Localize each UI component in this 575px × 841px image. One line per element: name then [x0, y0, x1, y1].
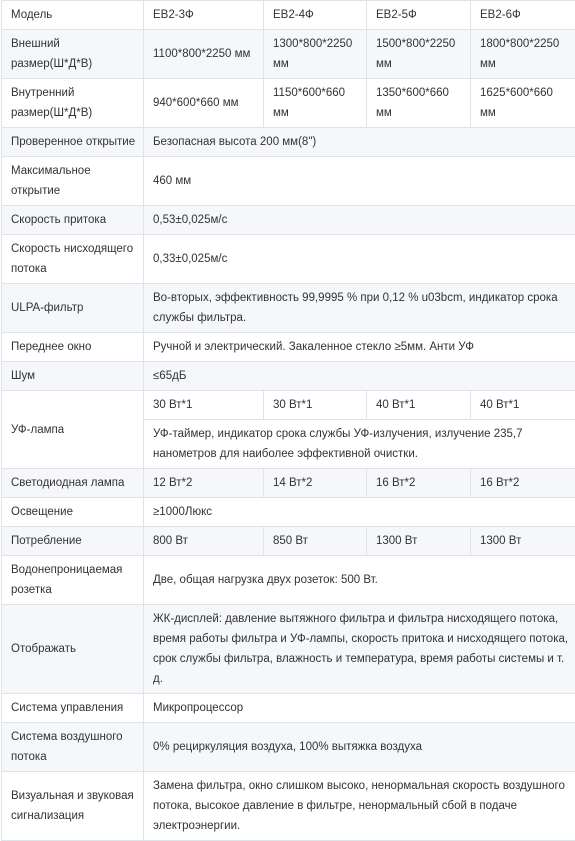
row-max-opening — [2, 157, 575, 206]
led-lamp-cell: 14 Вт*2 — [264, 469, 367, 498]
row-airflow-system — [2, 723, 575, 772]
consumption-cell: 1300 Вт — [471, 527, 575, 556]
uv-lamp-cell: 30 Вт*1 — [144, 391, 264, 420]
model-cell: EB2-4Ф — [264, 1, 367, 30]
row-noise — [2, 362, 575, 391]
internal-size-cell: 940*600*660 мм — [144, 79, 264, 128]
row-label: Отображать — [2, 605, 144, 694]
display-value: ЖК-дисплей: давление вытяжного фильтра и фильтра нисходящего потока, время работы фильтра и УФ-лампы, скорость притока и нисходящего потока, срок службы фильтра, влажность и температура, время работы системы и т. д. — [144, 605, 575, 694]
row-label: Визуальная и звуковая сигнализация — [2, 772, 144, 841]
row-label: Водонепроницаемая розетка — [2, 556, 144, 605]
row-control-system — [2, 694, 575, 723]
row-consumption — [2, 527, 575, 556]
row-label: Внешний размер(Ш*Д*В) — [2, 30, 144, 79]
alarm-value: Замена фильтра, окно слишком высоко, ненормальная скорость воздушного потока, высокое давление в фильтре, ненормальный сбой в подаче электроэнергии. — [144, 772, 575, 841]
external-size-cell: 1800*800*2250 мм — [471, 30, 575, 79]
waterproof-socket-value: Две, общая нагрузка двух розеток: 500 Вт. — [144, 556, 575, 605]
row-led-lamp — [2, 469, 575, 498]
front-window-value: Ручной и электрический. Закаленное стекло ≥5мм. Анти УФ — [144, 333, 575, 362]
row-internal-size — [2, 79, 575, 128]
row-label: Скорость притока — [2, 206, 144, 235]
row-illumination — [2, 498, 575, 527]
row-label: Модель — [2, 1, 144, 30]
ulpa-filter-value: Во-вторых, эффективность 99,9995 % при 0,12 % u03bcm, индикатор срока службы фильтра. — [144, 284, 575, 333]
row-waterproof-socket — [2, 556, 575, 605]
external-size-cell: 1300*800*2250 мм — [264, 30, 367, 79]
internal-size-cell: 1150*600*660 мм — [264, 79, 367, 128]
row-label: Максимальное открытие — [2, 157, 144, 206]
row-downflow-speed — [2, 235, 575, 284]
model-cell: EB2-5Ф — [367, 1, 471, 30]
uv-lamp-cell: 40 Вт*1 — [367, 391, 471, 420]
inflow-speed-value: 0,53±0,025м/с — [144, 206, 575, 235]
max-opening-value: 460 мм — [144, 157, 575, 206]
row-model — [2, 1, 575, 30]
noise-value: ≤65дБ — [144, 362, 575, 391]
model-cell: EB2-3Ф — [144, 1, 264, 30]
external-size-cell: 1500*800*2250 мм — [367, 30, 471, 79]
row-uv-lamp — [2, 391, 575, 420]
row-label: Переднее окно — [2, 333, 144, 362]
row-label: Система воздушного потока — [2, 723, 144, 772]
led-lamp-cell: 16 Вт*2 — [471, 469, 575, 498]
row-label: Шум — [2, 362, 144, 391]
tested-opening-value: Безопасная высота 200 мм(8") — [144, 128, 575, 157]
external-size-cell: 1100*800*2250 мм — [144, 30, 264, 79]
consumption-cell: 800 Вт — [144, 527, 264, 556]
consumption-cell: 1300 Вт — [367, 527, 471, 556]
consumption-cell: 850 Вт — [264, 527, 367, 556]
row-label: УФ-лампа — [2, 391, 144, 469]
row-external-size — [2, 30, 575, 79]
uv-lamp-cell: 30 Вт*1 — [264, 391, 367, 420]
spec-table — [1, 0, 575, 841]
model-cell: EB2-6Ф — [471, 1, 575, 30]
row-display — [2, 605, 575, 694]
led-lamp-cell: 16 Вт*2 — [367, 469, 471, 498]
row-ulpa-filter — [2, 284, 575, 333]
control-system-value: Микропроцессор — [144, 694, 575, 723]
internal-size-cell: 1350*600*660 мм — [367, 79, 471, 128]
row-alarm — [2, 772, 575, 841]
airflow-system-value: 0% рециркуляция воздуха, 100% вытяжка воздуха — [144, 723, 575, 772]
led-lamp-cell: 12 Вт*2 — [144, 469, 264, 498]
row-inflow-speed — [2, 206, 575, 235]
illumination-value: ≥1000Люкс — [144, 498, 575, 527]
row-label: Внутренний размер(Ш*Д*В) — [2, 79, 144, 128]
internal-size-cell: 1625*600*660 мм — [471, 79, 575, 128]
downflow-speed-value: 0,33±0,025м/с — [144, 235, 575, 284]
row-label: Проверенное открытие — [2, 128, 144, 157]
row-front-window — [2, 333, 575, 362]
row-label: Потребление — [2, 527, 144, 556]
row-label: Освещение — [2, 498, 144, 527]
row-label: ULPA-фильтр — [2, 284, 144, 333]
row-label: Скорость нисходящего потока — [2, 235, 144, 284]
row-label: Система управления — [2, 694, 144, 723]
row-tested-opening — [2, 128, 575, 157]
uv-lamp-cell: 40 Вт*1 — [471, 391, 575, 420]
row-label: Светодиодная лампа — [2, 469, 144, 498]
uv-lamp-note: УФ-таймер, индикатор срока службы УФ-излучения, излучение 235,7 нанометров для наиболее эффективной очистки. — [144, 420, 575, 469]
